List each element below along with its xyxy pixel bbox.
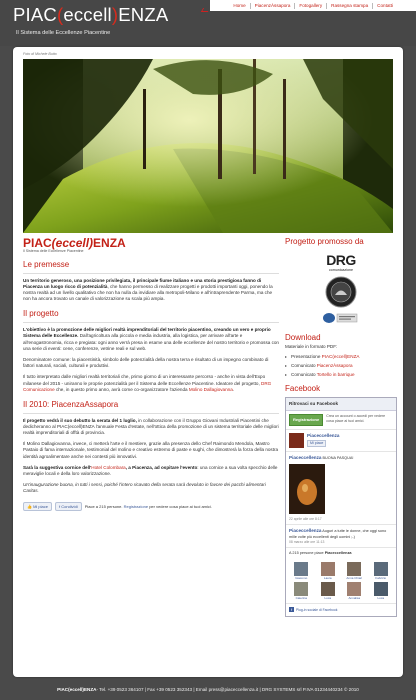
download-subtitle: Materiale in formato PDF: xyxy=(285,344,338,350)
progetto-paragraph-1: L'obiettivo è la promozione delle migliori realtà imprenditoriali del territorio piacentino, creando un vero e proprio Sistema delle Eccellenze. Dall'agricoltura alla piccola e media industria, alla logistica, per arrivare all'arte e all'enogastronomia, ricca e pregiata: ogni anno verrà presa in esame una delle eccellenze del nostro territorio e promossa con una serie di eventi: cene, conferenze, vetrine reali e sul web. xyxy=(23,327,279,351)
fb-page-name[interactable]: Piaceccellenza xyxy=(307,432,340,438)
sponsor-logos[interactable] xyxy=(285,311,397,325)
fan-avatar xyxy=(321,562,335,576)
download-item[interactable]: ▸ Comunicato PiacenzÀssapora xyxy=(285,363,397,369)
hotel-link[interactable]: Hotel Colombara xyxy=(91,464,126,470)
nav-fotogallery[interactable]: Fotogallery xyxy=(294,3,326,9)
fb-post: Piaceccellenza Auguri a tutte le donne, che oggi sono mille volte più eccellenti degli uomini ;-) 08 marzo alle ore 11:13 xyxy=(286,524,396,547)
fb-fans-count: A 215 persone piace Piaceccellenza xyxy=(286,547,396,559)
fb-plugin-footer[interactable]: f Plug-in sociale di Facebook xyxy=(286,603,396,616)
drg-link[interactable]: DRG Comunicazione xyxy=(23,380,272,392)
molino-link[interactable]: Molino Dallagiovanna xyxy=(188,386,233,392)
fan-avatar xyxy=(347,562,361,576)
brand-title: PIAC(eccell)ENZA xyxy=(23,236,126,250)
download-title: Download xyxy=(285,332,321,342)
nav-rassegna-stampa[interactable]: Rassegna stampa xyxy=(326,3,372,9)
section-title-premesse: Le premesse xyxy=(23,260,279,274)
drg-logo[interactable]: DRG comunicazione xyxy=(326,251,356,272)
fan-avatar xyxy=(347,582,361,596)
hero-photo xyxy=(23,59,393,233)
molino-dallagiovanna-seal[interactable] xyxy=(285,276,397,308)
promo-title: Progetto promosso da xyxy=(285,237,364,246)
photo-credit: Foto di Michele Butto xyxy=(23,52,57,56)
main-column xyxy=(23,237,279,511)
fb-like-button[interactable]: Mi piace xyxy=(307,440,326,447)
facebook-like-box xyxy=(285,397,397,617)
brand-subtitle: Il Sistema delle Eccellenze Piacentine xyxy=(23,249,84,253)
fan-avatar xyxy=(321,582,335,596)
fb-post: Piaceccellenza BUONA PASQUA! 22 aprile alle ore 8:17 xyxy=(286,451,396,525)
fan-avatar xyxy=(294,562,308,576)
facebook-like-row xyxy=(23,502,279,511)
fb-fan[interactable]: Caterina xyxy=(289,582,314,600)
register-link[interactable]: Registrazione xyxy=(123,503,149,509)
2010-paragraph-1: Il progetto vedrà il suo debutto la serata del 1 luglio, in collaborazione con il Gruppo Giovani Industriali Piacentini che dedicheranno al PIAC(eccell)ENZA l'annuale Festa d'estate, nell'ottica della promozione di un sistema territoriale delle migliori realtà imprenditoriali di offtà di provincia. xyxy=(23,417,279,436)
fb-fans-grid xyxy=(286,559,396,603)
facebook-title: Facebook xyxy=(285,384,321,394)
fb-fan[interactable]: Laura xyxy=(316,562,341,580)
fb-fan[interactable]: Giacomo xyxy=(289,562,314,580)
2010-paragraph-3: Sarà la suggestiva cornice dell'Hotel Colombara, a Piacenza, ad ospitare l'evento: una cornice a sua volta specchio delle meraviglie locali e della loro valorizzazione. xyxy=(23,464,278,476)
fb-post-image[interactable] xyxy=(289,464,325,514)
fb-fan[interactable]: Luca xyxy=(369,582,394,600)
fb-register-row xyxy=(286,411,396,428)
top-nav xyxy=(200,0,416,11)
2010-paragraph-4: Un'inaugurazione buona, in tutti i sensi, poiché l'intero ricavato della serata sarà devoluto in favore dei pacchi alimentari Caritas. xyxy=(23,482,266,494)
download-list xyxy=(285,354,397,379)
fb-fan[interactable]: Annalisa xyxy=(342,582,367,600)
fb-page-row xyxy=(286,429,396,451)
nav-contatti[interactable]: Contatti xyxy=(372,3,397,9)
fan-avatar xyxy=(294,582,308,596)
likes-count-text: Piace a 215 persone. Registrazione per vedere cosa piace ai tuoi amici. xyxy=(84,503,212,509)
fan-avatar xyxy=(374,562,388,576)
fb-page-avatar[interactable] xyxy=(289,433,304,448)
fb-fan[interactable]: Fabrizio xyxy=(369,562,394,580)
fb-box-title: Ritrovaci su Facebook xyxy=(286,398,396,411)
site-tagline: Il Sistema delle Eccellenze Piacentine xyxy=(16,30,111,36)
section-title-progetto: Il progetto xyxy=(23,309,279,323)
section-title-2010: Il 2010: PiacenzaAssapora xyxy=(23,400,279,414)
like-button[interactable]: 👍 Mi piace xyxy=(23,502,52,511)
nav-home[interactable]: Home xyxy=(233,2,246,8)
facebook-icon: f xyxy=(290,607,293,613)
premesse-paragraph: Un territorio generoso, una posizione privilegiata, il principale fiume italiano e una storia prestigiosa fanno di Piacenza un luogo ricco di potenzialità, che hanno permesso di realizzare progetti e prodotti importanti oggi, ponendo la nostra realtà ad un livello qualitativo che non ha nulla da invidiare alla metropoli-Milano e all'intraprendente Parma, ma che non ha ancora trovato un canale di valorizzazione su scala più ampia. xyxy=(23,277,273,302)
site-logo[interactable]: PIAC(eccell)ENZA xyxy=(13,4,169,25)
share-button[interactable]: f Condividi xyxy=(55,502,82,511)
fb-register-button[interactable]: Registrazione xyxy=(289,414,323,425)
fb-register-text: Crea un account o accedi per vedere cosa piace ai tuoi amici. xyxy=(326,414,386,424)
page-content xyxy=(13,47,403,677)
fb-fan[interactable]: Anna Chiari xyxy=(342,562,367,580)
progetto-paragraph-2: Denominatore comune: la piacentinità, simbolo delle potenzialità della nostra terra e risultato di un impegno combinato di fattori naturali, sociali, culturali e produttivi. xyxy=(23,356,269,369)
download-item[interactable]: ▸ Comunicato Tortello in barrique xyxy=(285,372,397,378)
2010-paragraph-2: Il Molino Dallagiovanna, invece, ci metterà l'arte e il mestiere, grazie alla presenza dello Chef Raimondo Mendola, Mastro Pastaio di fama internazionale, testimonial del molino e creativo estremo di paste e sughi, che dimostrerà la forza della nostra identità agroalimentare anche nei contesti più innovativi. xyxy=(23,441,279,459)
site-header xyxy=(0,0,416,46)
nav-piacenzassapora[interactable]: PiacenzÀssapora xyxy=(250,3,295,9)
progetto-paragraph-3: Il tutto interpretato dalle migliori realtà territoriali che, primo giorno di un interessante percorso - anche in vista dell'Expo milanese del 2015 - uniranno le proprie potenzialità per il Sistema delle Eccellenze Piacentine. Ideatore del progetto, DRG Comunicazione che, in questo primo anno, avrà come co-organizzatore l'azienda Molino Dallagiovanna. xyxy=(23,374,272,392)
fan-avatar xyxy=(374,582,388,596)
download-item[interactable]: ▸ Presentazione PIAC(eccell)ENZA xyxy=(285,354,397,360)
sidebar xyxy=(285,237,397,617)
site-footer: PIAC(eccell)ENZA - Tel. +39 0523 364107 | Fax +39 0523 352343 | Email press@piaceccellenza.it | DRG SYSTEMS srl P.IVA 01234440234 © 2010 xyxy=(57,687,359,693)
fb-fan[interactable]: Luca xyxy=(316,582,341,600)
